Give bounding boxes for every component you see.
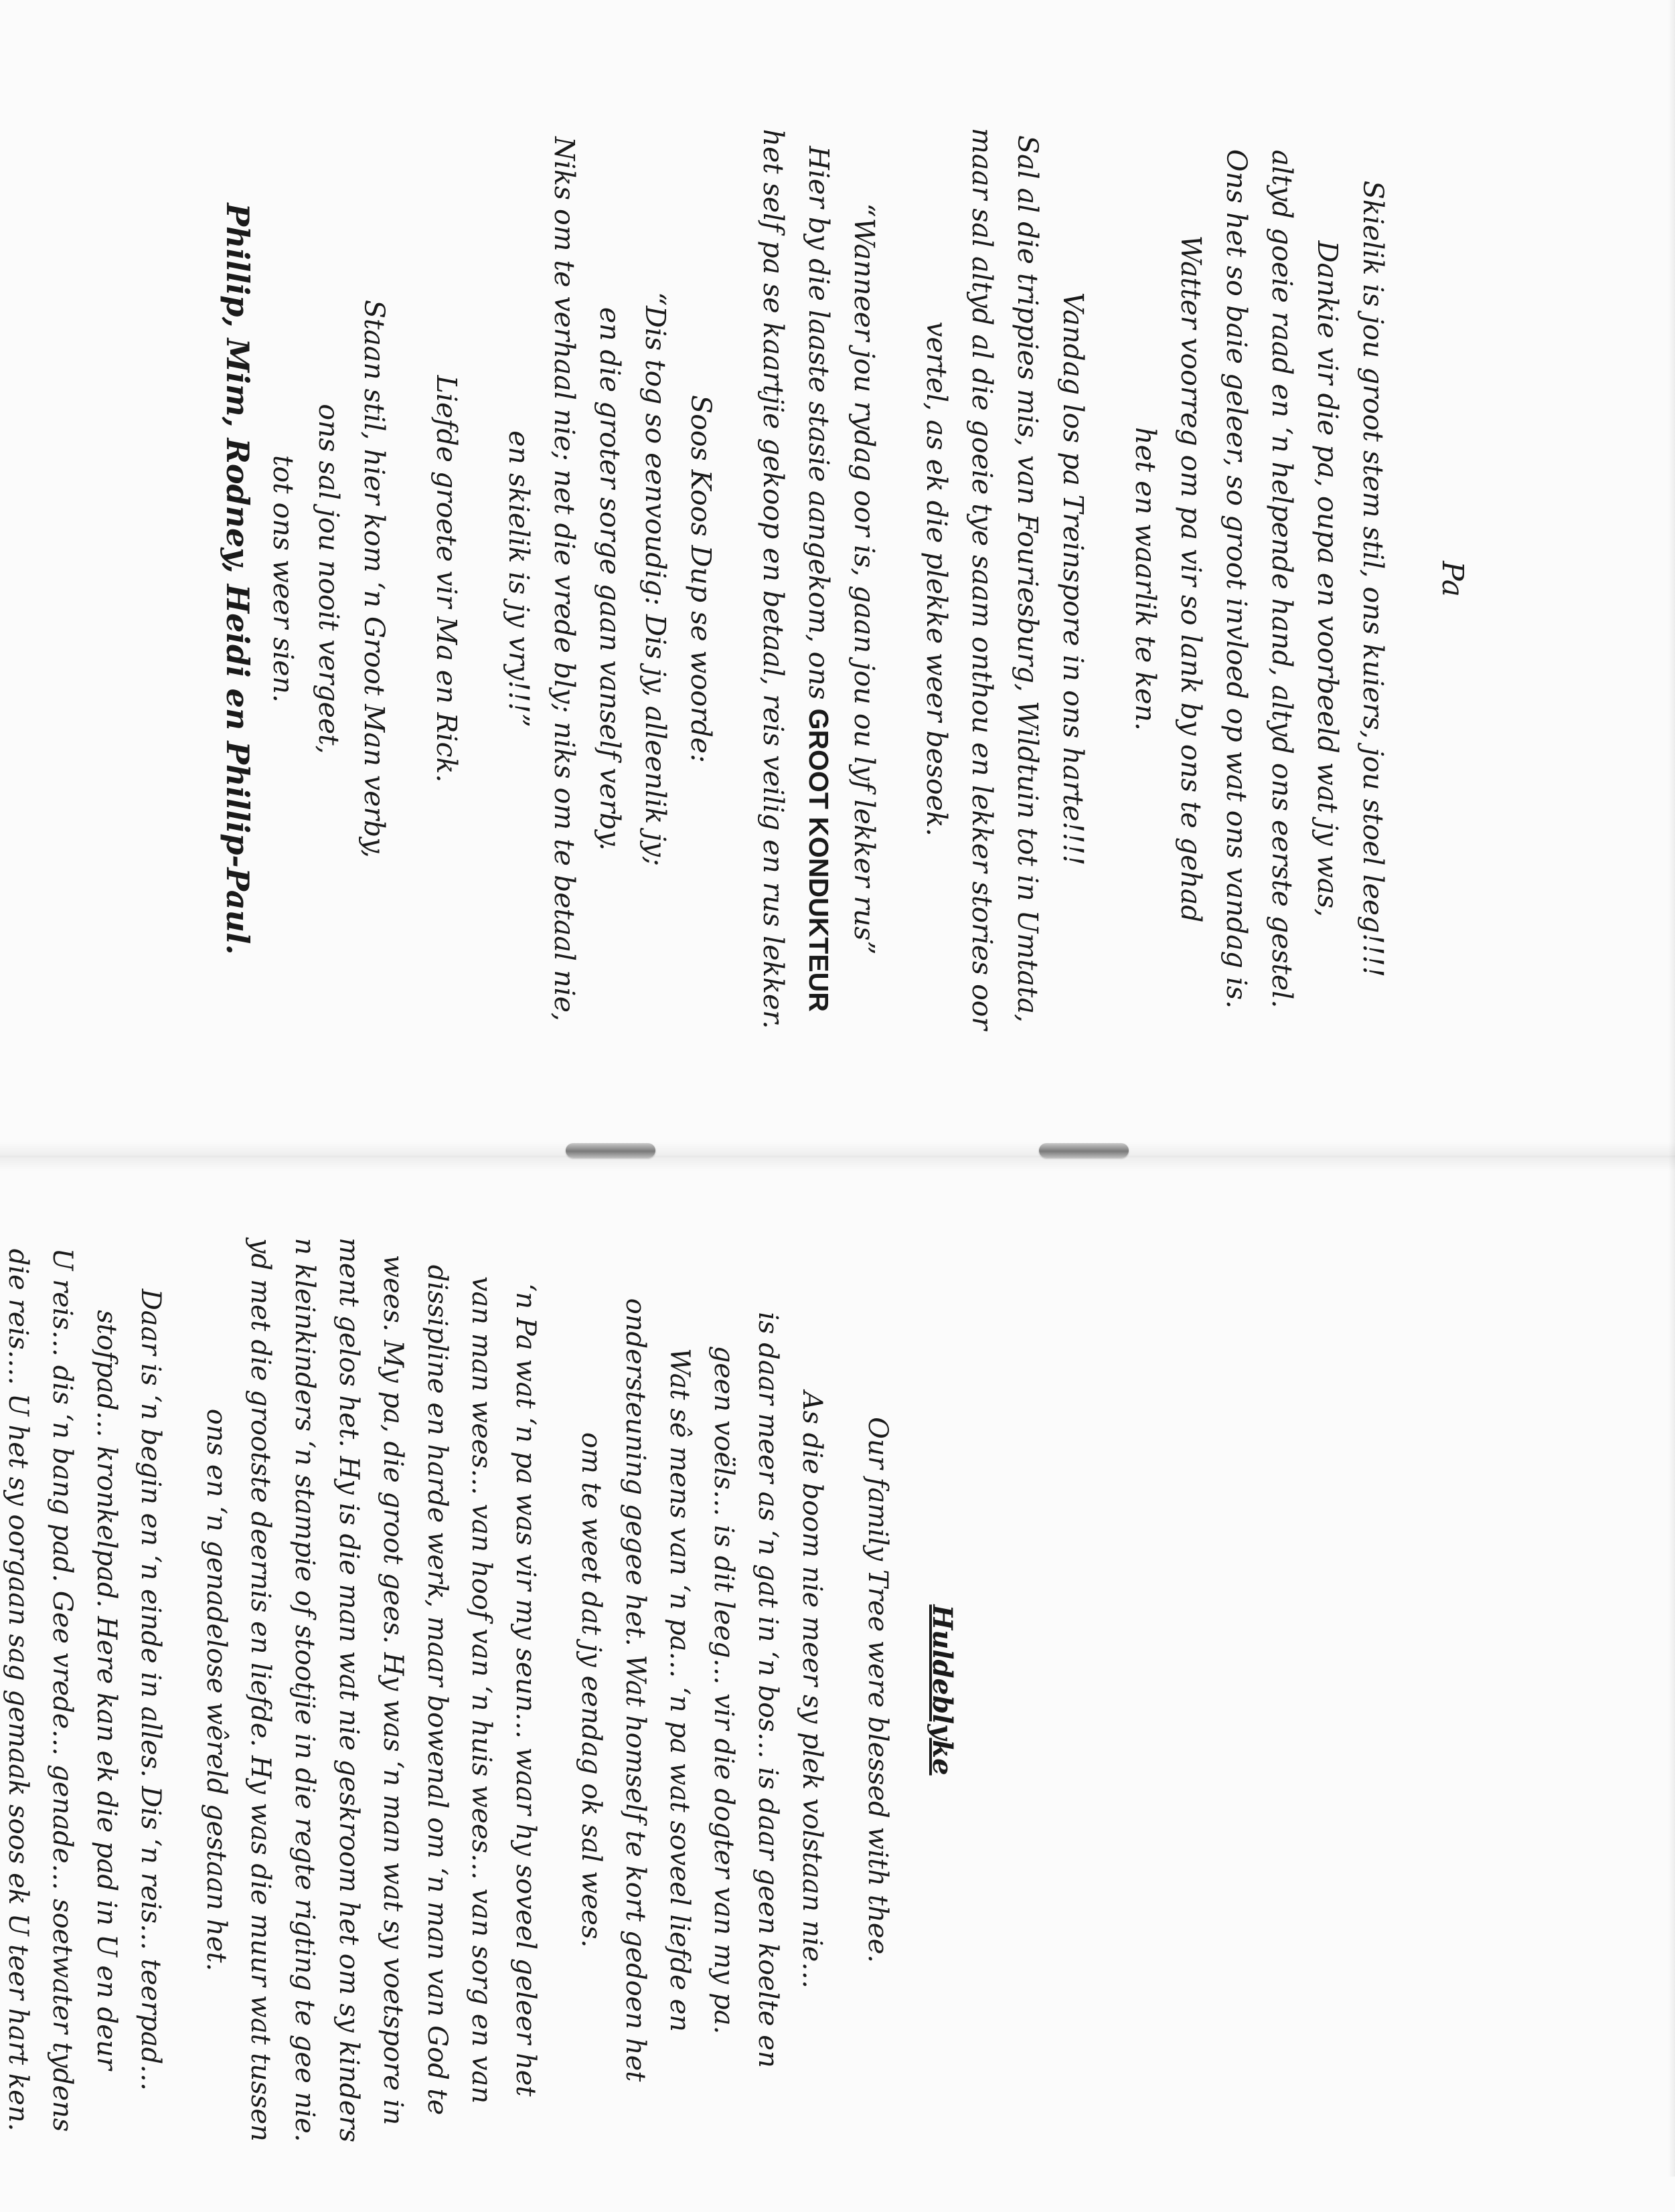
tribute-line: Wat sê mens van ‘n pa… ‘n pa wat soveel liefde en <box>664 1348 695 2032</box>
tribute-line: ‘n Pa wat ‘n pa was vir my seun… waar hy soveel geleer het <box>510 1283 541 2097</box>
tribute-line: geen voëls… is dit leeg… vir die dogter van my pa. <box>708 1345 739 2035</box>
tribute-line: is daar meer as ‘n gat in ‘n bos… is daar geen koelte en <box>752 1312 783 2068</box>
poem-line: Ons het so baie geleer, so groot invloed op wat ons vandag is. <box>1220 149 1253 1009</box>
tribute-line: ondersteuning gegee het. Wat homself te kort gedoen het <box>620 1298 651 2082</box>
huldeblyke-title: Huldeblyke <box>927 1604 958 1776</box>
poem-line: altyd goeie raad en ‘n helpende hand, altyd ons eerste gestel. <box>1266 149 1298 1009</box>
poem-line: tot ons weer sien. <box>267 455 299 703</box>
poem-line: Sal al die trippies mis, van Fouriesburg, Wildtuin tot in Umtata, <box>1012 135 1044 1023</box>
tribute-line: yd met die grootste deernis en liefde. Hy was die muur wat tussen <box>245 1238 276 2142</box>
tribute-line: n kleinkinders ‘n stampie of stootjie in die regte rigting te gee nie. <box>289 1238 320 2142</box>
tribute-line: wees. My pa, die groot gees. Hy was ‘n man wat sy voetspore in <box>378 1254 408 2126</box>
staple <box>566 1143 655 1158</box>
staple <box>1039 1143 1129 1158</box>
tribute-line: As die boom nie meer sy plek volstaan nie… <box>797 1391 827 1989</box>
poem-line: en die groter sorge gaan vanself verby. <box>594 307 626 851</box>
poem-line: maar sal altyd al die goeie tye saam onthou en lekker stories oor <box>966 127 998 1031</box>
poem-line-prefix: Hier by die laaste stasie aangekom, ons <box>803 146 835 709</box>
poem-line: ons sal jou nooit vergeet, <box>313 404 345 754</box>
poem-line: “Dis tog so eenvoudig: Dis jy, alleenlik jy; <box>639 292 671 866</box>
pa-poem-panel <box>215 47 1476 1111</box>
poem-line <box>796 47 842 1111</box>
tribute-line: die reis…. U het sy oorgaan sag gemaak soos ek U teer hart ken. <box>3 1248 33 2132</box>
tribute-line: Daar is ‘n begin en ‘n einde in alles. Dis ‘n reis… teerpad… <box>135 1288 166 2092</box>
tribute-line: dissipline en harde werk, maar bowenal om ‘n man van God te <box>422 1264 453 2116</box>
poem-line: en skielik is jy vry!!!” <box>503 430 535 728</box>
poem-line: Soos Koos Dup se woorde: <box>685 395 717 763</box>
poem-line: Staan stil, hier kom ‘n Groot Man verby, <box>358 299 390 859</box>
tribute-line: U reis… dis ‘n bang pad. Gee vrede… genade… soetwater tydens <box>47 1248 78 2132</box>
tribute-line: stofpad… kronkelpad. Here kan ek die pad in U en deur <box>91 1310 122 2070</box>
groot-kondukteur-emphasis: GROOT KONDUKTEUR <box>803 708 834 1012</box>
tribute-intro: Our family Tree were blessed with thee. <box>862 1417 893 1963</box>
poem-line: Skielik is jou groot stem stil, ons kuiers, jou stoel leeg!!!! <box>1357 180 1389 978</box>
poem-line: Dankie vir die pa, oupa en voorbeeld wat jy was, <box>1311 240 1344 918</box>
page-edge-shadow <box>1668 0 1675 2177</box>
poem-signature: Phillip, Mim, Rodney, Heidi en Phillip-Paul. <box>220 203 256 955</box>
poem-line: het en waarlik te ken. <box>1129 427 1162 731</box>
tribute-line: om te weet dat jy eendag ok sal wees. <box>576 1432 607 1948</box>
poem-line: Niks om te verhaal nie; net die vrede bly; niks om te betaal nie, <box>548 137 580 1021</box>
tribute-line: ment gelos het. Hy is die man wat nie geskroom het om sy kinders <box>333 1237 364 2143</box>
poem-line: Vandag los pa Treinspore in ons harte!!!! <box>1057 292 1089 866</box>
poem-line: “Wanneer jou rydag oor is, gaan jou ou lyf lekker rus” <box>848 203 880 955</box>
tribute-line: ons en ‘n genadelose wêreld gestaan het. <box>201 1408 232 1972</box>
page-fold-crease <box>0 1142 1675 1171</box>
poem-line: vertel, as ek die plekke weer besoek. <box>921 321 953 837</box>
pa-title: Pa <box>1435 561 1469 597</box>
poem-line: Watter voorreg om pa vir so lank by ons te gehad <box>1175 235 1207 923</box>
poem-greeting: Liefde groete vir Ma en Rick. <box>430 375 463 783</box>
huldeblyke-panel <box>0 1168 964 2212</box>
tribute-line: van man wees… van hoof van ‘n huis wees… van sorg en van <box>466 1276 497 2104</box>
poem-line: het self pa se kaartjie gekoop en betaal, reis veilig en rus lekker. <box>757 129 789 1029</box>
